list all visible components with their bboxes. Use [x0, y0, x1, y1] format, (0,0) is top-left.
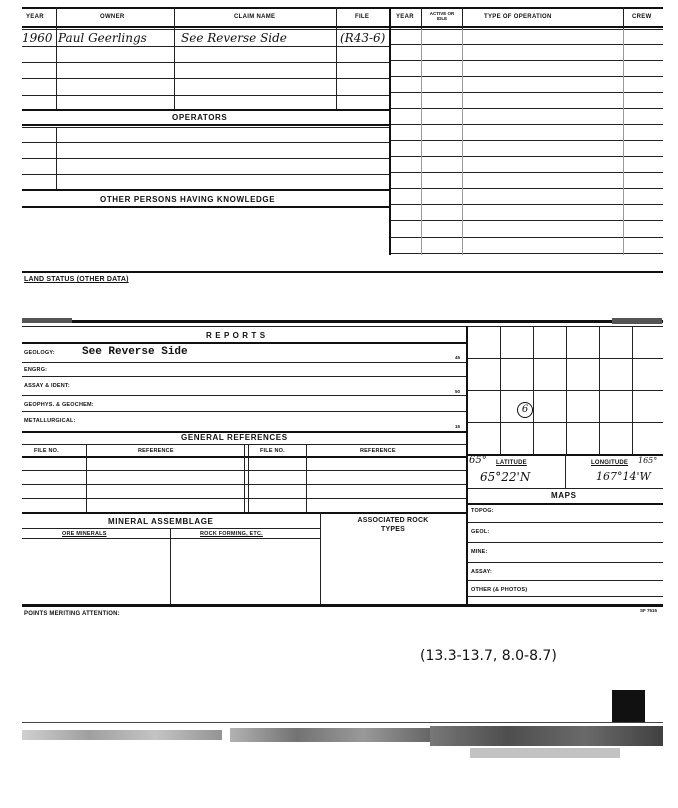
- report-label-assay: ASSAY & IDENT:: [24, 383, 70, 389]
- header-file: FILE: [355, 14, 370, 20]
- maps-mine: MINE:: [471, 549, 488, 555]
- latitude-value: 65°22'N: [480, 470, 531, 484]
- ref-header-file-no-1: FILE NO.: [34, 448, 59, 454]
- ref-header-reference-1: REFERENCE: [138, 448, 174, 454]
- report-label-geology: GEOLOGY:: [24, 350, 55, 356]
- form-number: SF 7515: [640, 608, 658, 613]
- report-value-geology: See Reverse Side: [82, 346, 188, 358]
- header-owner: OWNER: [100, 14, 125, 20]
- ref-header-reference-2: REFERENCE: [360, 448, 396, 454]
- lat-prefix: 65°: [469, 455, 487, 466]
- reports-title: R E P O R T S: [206, 331, 266, 340]
- maps-other: OTHER (& PHOTOS): [471, 587, 528, 593]
- grid-marker: [517, 402, 533, 418]
- ref-header-file-no-2: FILE NO.: [260, 448, 285, 454]
- longitude-label: LONGITUDE: [591, 460, 629, 466]
- header-year-right: YEAR: [396, 14, 414, 20]
- grid-marker-value: 6: [521, 404, 529, 415]
- report-num-geology: 45: [455, 355, 461, 360]
- header-type-of-operation: TYPE OF OPERATION: [484, 14, 552, 20]
- report-num-metallurgical: 15: [455, 424, 461, 429]
- entry-file: (R43-6): [340, 31, 386, 45]
- scan-smear-4: [470, 748, 620, 758]
- black-square-mark: [612, 690, 645, 723]
- associated-rock-types: ASSOCIATED ROCK TYPES: [357, 517, 429, 533]
- section-other-persons: OTHER PERSONS HAVING KNOWLEDGE: [100, 195, 276, 204]
- maps-assay: ASSAY:: [471, 569, 493, 575]
- section-land-status: LAND STATUS (OTHER DATA): [24, 276, 129, 283]
- coordinate-note: (13.3-13.7, 8.0-8.7): [420, 648, 557, 664]
- report-num-assay: 50: [455, 389, 461, 394]
- maps-geol: GEOL:: [471, 529, 490, 535]
- entry-claim-name: See Reverse Side: [181, 31, 287, 45]
- points-meriting-attention: POINTS MERITING ATTENTION:: [24, 611, 120, 617]
- report-label-geophys: GEOPHYS. & GEOCHEM:: [24, 402, 94, 408]
- scan-smear-2: [230, 728, 430, 742]
- report-label-engrg: ENGRG:: [24, 367, 48, 373]
- maps-topog: TOPOG:: [471, 508, 494, 514]
- long-suffix: 165°: [638, 456, 658, 465]
- ore-minerals-header: ORE MINERALS: [62, 531, 107, 537]
- maps-title: MAPS: [551, 491, 577, 500]
- scan-smear-3: [430, 726, 663, 746]
- rock-forming-header: ROCK FORMING, ETC.: [200, 531, 263, 537]
- report-label-metallurgical: METALLURGICAL:: [24, 418, 76, 424]
- latitude-label: LATITUDE: [496, 460, 527, 466]
- general-references-title: GENERAL REFERENCES: [181, 433, 288, 442]
- longitude-value: 167°14'W: [596, 470, 651, 483]
- section-operators: OPERATORS: [172, 113, 228, 122]
- header-active-idle: ACTIVE OR IDLE: [429, 11, 455, 21]
- entry-owner: Paul Geerlings: [58, 31, 147, 45]
- entry-year: 1960: [22, 31, 53, 45]
- header-claim-name: CLAIM NAME: [234, 14, 276, 20]
- mineral-assemblage-title: MINERAL ASSEMBLAGE: [108, 517, 214, 526]
- header-year: YEAR: [26, 14, 44, 20]
- scan-smear-1: [22, 730, 222, 740]
- header-crew: CREW: [632, 14, 652, 20]
